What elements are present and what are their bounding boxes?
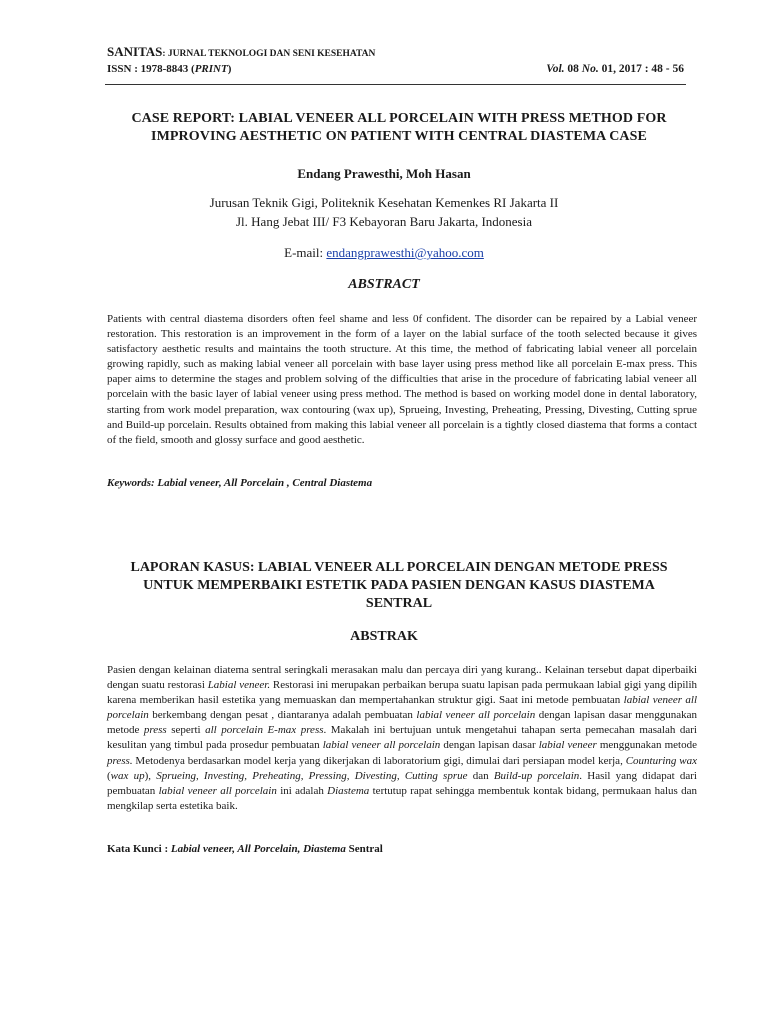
volume-info xyxy=(546,63,684,75)
abstrak-text: Restorasi ini merupakan perbaikan berupa suatu lapisan pada permukaan labial gigi yang dipilih karena memberikan hasil estetika yang memuaskan dan mempertahankan struktur gigi. Saat ini metode pembuatan xyxy=(107,679,697,707)
abstrak-italic: Labial veneer. xyxy=(207,679,271,692)
abstrak-text: ), xyxy=(144,769,157,782)
email-label: E-mail: xyxy=(284,245,327,260)
affiliation xyxy=(0,193,768,231)
abstrak-text: berkembang dengan pesat , diantaranya adalah pembuatan xyxy=(148,709,417,722)
kata-kunci xyxy=(107,843,383,855)
issn-print: PRINT xyxy=(194,63,228,75)
abstrak-text: Pasien dengan kelainan diatema sentral seringkali merasakan malu dan percaya diri yang kurang.. Kelainan tersebut dapat diperbaiki dengan suatu restorasi xyxy=(107,664,697,692)
abstrak-italic: Build-up porcelain xyxy=(493,769,580,782)
issn-prefix: ISSN : 1978-8843 ( xyxy=(107,63,195,75)
journal-name-line xyxy=(107,44,375,62)
abstrak-text: menggunakan metode xyxy=(596,739,697,752)
journal-subtitle: : JURNAL TEKNOLOGI DAN SENI KESEHATAN xyxy=(162,49,376,59)
issn-suffix: ) xyxy=(227,63,232,75)
email-line xyxy=(0,245,768,261)
abstrak-italic: labial veneer all porcelain xyxy=(107,694,698,722)
email-link[interactable]: endangprawesthi@yahoo.com xyxy=(326,245,484,260)
abstrak-text: Metodenya berdasarkan model kerja yang dikerjakan di laboratorium gigi, dimulai dari persiapan model kerja, xyxy=(132,754,626,767)
kata-kunci-rest: Sentral xyxy=(345,843,383,855)
indonesian-title: LAPORAN KASUS: LABIAL VENEER ALL PORCELAIN DENGAN METODE PRESS UNTUK MEMPERBAIKI ESTETIK PADA PASIEN DENGAN KASUS DIASTEMA SENTRAL xyxy=(130,560,668,611)
abstrak-text: dengan lapisan dasar xyxy=(440,739,539,752)
abstrak-italic: press. xyxy=(107,754,133,767)
abstrak-text: . Hasil yang didapat dari pembuatan xyxy=(107,769,697,797)
abstrak-italic: all porcelain E-max press xyxy=(205,724,324,737)
article-title: CASE REPORT: LABIAL VENEER ALL PORCELAIN WITH PRESS METHOD FOR IMPROVING AESTHETIC ON PATIENT WITH CENTRAL DIASTEMA CASE xyxy=(131,111,667,144)
abstrak-text: ini adalah xyxy=(276,784,328,797)
no-rest: 01, 2017 : 48 - 56 xyxy=(598,63,684,75)
abstrak-text: dengan lapisan dasar menggunakan metode xyxy=(107,709,698,737)
abstrak-italic: wax up xyxy=(110,769,145,782)
abstrak-text: dan xyxy=(467,769,494,782)
kata-kunci-label: Kata Kunci : xyxy=(107,843,171,855)
journal-name: SANITAS xyxy=(107,44,163,59)
abstrak-heading: ABSTRAK xyxy=(350,629,418,644)
abstrak-italic: Sprueing, Investing, Preheating, Pressing, Divesting, Cutting sprue xyxy=(156,769,468,782)
affiliation-line-1: Jurusan Teknik Gigi, Politeknik Kesehatan Kemenkes RI Jakarta II xyxy=(209,195,559,210)
abstrak-italic: press xyxy=(143,724,167,737)
kata-kunci-italic: Labial veneer, All Porcelain, Diastema xyxy=(170,843,346,855)
keywords: Keywords: Labial veneer, All Porcelain , Central Diastema xyxy=(107,477,373,489)
issn-line xyxy=(107,62,375,76)
journal-header xyxy=(107,44,375,76)
abstrak-italic: Counturing wax xyxy=(625,754,697,767)
abstract-heading: ABSTRACT xyxy=(348,277,420,292)
no-label: No. xyxy=(581,63,599,75)
abstrak-italic: labial veneer all porcelain xyxy=(322,739,441,752)
vol-number: 08 xyxy=(564,63,582,75)
abstract-body: Patients with central diastema disorders often feel shame and less 0f confident. The disorder can be repaired by a Labial veneer restoration. This restoration is an improvement in the form of a layer on the labial surface of the tooth selected because it gives satisfactory aesthetic results and maintains the tooth structure. At this time, the method of fabricating labial veneer all porcelain growing rapidly, such as making labial veneer all porcelain with base layer using press method like all porcelain E-max press. This paper aims to determine the stages and problem solving of the difficulties that arise in the procedure of fabricating labial veneer all porcelain with the basic layer of labial veneer using press method. The method is based on working model done in dental laboratory, starting from work model preparation, wax contouring (wax up), Sprueing, Investing, Preheating, Pressing, Divesting, Cutting sprue and Build-up porcelain. Results obtained from making this labial veneer all porcelain is a tightly closed diastema that forms a contact of the field, smooth and glossy surface and good aesthetic. xyxy=(107,313,697,446)
abstrak-italic: labial veneer all porcelain xyxy=(416,709,536,722)
abstrak-text: seperti xyxy=(166,724,206,737)
affiliation-line-2: Jl. Hang Jebat III/ F3 Kebayoran Baru Jakarta, Indonesia xyxy=(235,214,533,229)
abstrak-italic: Diastema xyxy=(327,784,370,797)
article-authors: Endang Prawesthi, Moh Hasan xyxy=(297,166,471,181)
abstrak-italic: labial veneer xyxy=(538,739,597,752)
vol-label: Vol. xyxy=(546,63,565,75)
abstrak-body xyxy=(107,663,697,814)
abstrak-text: ( xyxy=(107,769,111,782)
abstrak-text: . Makalah ini bertujuan untuk mengetahui tahapan serta pemecahan masalah dari kesulitan yang timbul pada prosedur pembuatan xyxy=(107,724,697,752)
abstrak-italic: labial veneer all porcelain xyxy=(158,784,277,797)
header-divider xyxy=(105,84,686,85)
abstrak-text: tertutup rapat sehingga membentuk kontak bidang, permukaan halus dan mengkilap serta estetika baik. xyxy=(107,784,697,812)
